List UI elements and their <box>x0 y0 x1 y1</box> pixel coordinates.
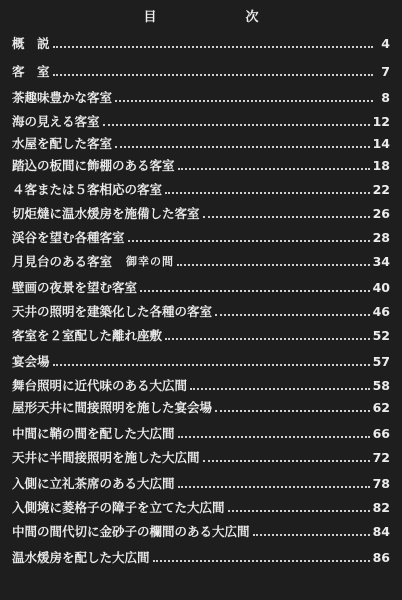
toc-entry-page-number: 82 <box>372 500 390 515</box>
dot-leader <box>165 192 370 194</box>
toc-entry-page-number: 46 <box>372 304 390 319</box>
toc-entry-label: 入側境に菱格子の障子を立てた大広間 <box>12 500 225 515</box>
toc-entry-page-number: 86 <box>372 550 390 565</box>
dot-leader <box>203 460 370 462</box>
dot-leader <box>140 290 370 292</box>
toc-entry <box>12 134 390 152</box>
toc-entry-label: 水屋を配した客室 <box>12 136 113 151</box>
toc-entry-page-number: 18 <box>372 158 390 173</box>
toc-entry-label: 温水煖房を配した大広間 <box>12 550 150 565</box>
toc-entry <box>12 204 390 222</box>
toc-entry <box>12 278 390 296</box>
dot-leader <box>190 388 370 390</box>
toc-entry-label: 概 説 <box>12 36 50 51</box>
toc-entry <box>12 448 390 466</box>
toc-entry-page-number: 8 <box>381 90 390 105</box>
dot-leader <box>215 314 370 316</box>
dot-leader <box>203 216 370 218</box>
toc-entry-label: 屋形天井に間接照明を施した宴会場 <box>12 400 213 415</box>
dot-leader <box>165 338 370 340</box>
toc-entry-label: 入側に立礼茶席のある大広間 <box>12 476 175 491</box>
dot-leader <box>215 410 370 412</box>
toc-entry-page-number: 52 <box>372 328 390 343</box>
toc-entry <box>12 180 390 198</box>
dot-leader <box>128 240 370 242</box>
toc-entry-label: 月見台のある客室 <box>12 254 113 269</box>
toc-entry <box>12 88 390 106</box>
toc-entry-page-number: 26 <box>372 206 390 221</box>
toc-entry-label: ４客または５客相応の客室 <box>12 182 163 197</box>
toc-entry <box>12 326 390 344</box>
dot-leader <box>53 74 373 76</box>
dot-leader <box>228 510 370 512</box>
toc-entry-label: 茶趣味豊かな客室 <box>12 90 113 105</box>
toc-entry-label: 天井に半間接照明を施した大広間 <box>12 450 200 465</box>
toc-entry-label: 踏込の板間に飾棚のある客室 <box>12 158 175 173</box>
toc-entry-label: 渓谷を望む各種客室 <box>12 230 125 245</box>
toc-entry-label: 天井の照明を建築化した各種の客室 <box>12 304 213 319</box>
toc-entry <box>12 424 390 442</box>
toc-entry-label: 中間に鞘の間を配した大広間 <box>12 426 175 441</box>
toc-entry <box>12 548 390 566</box>
dot-leader <box>115 100 373 102</box>
toc-entry <box>12 112 390 130</box>
toc-entry-page-number: 78 <box>372 476 390 491</box>
toc-entry-label: 宴会場 <box>12 354 50 369</box>
dot-leader <box>178 486 370 488</box>
toc-entry-page-number: 84 <box>372 524 390 539</box>
toc-entry <box>12 34 390 52</box>
toc-entry-page-number: 34 <box>372 254 390 269</box>
toc-entry <box>12 398 390 416</box>
toc-entry-page-number: 7 <box>381 64 390 79</box>
toc-entry-label: 客 室 <box>12 64 50 79</box>
toc-entry <box>12 376 390 394</box>
toc-entry-page-number: 57 <box>372 354 390 369</box>
dot-leader <box>253 534 370 536</box>
dot-leader <box>103 124 370 126</box>
toc-entry <box>12 156 390 174</box>
dot-leader <box>178 168 370 170</box>
toc-entry-label: 海の見える客室 <box>12 114 100 129</box>
toc-entry <box>12 228 390 246</box>
toc-entry-page-number: 12 <box>372 114 390 129</box>
toc-entry <box>12 62 390 80</box>
toc-entry-label: 舞台照明に近代味のある大広間 <box>12 378 188 393</box>
toc-entry <box>12 302 390 320</box>
toc-entry-page-number: 28 <box>372 230 390 245</box>
dot-leader <box>53 46 373 48</box>
toc-entry-label: 中間の間代切に金砂子の欄間のある大広間 <box>12 524 250 539</box>
toc-entry-page-number: 62 <box>372 400 390 415</box>
toc-entry-page-number: 4 <box>381 36 390 51</box>
dot-leader <box>178 436 370 438</box>
toc-entry-page-number: 14 <box>372 136 390 151</box>
dot-leader <box>53 364 370 366</box>
toc-entry-page-number: 40 <box>372 280 390 295</box>
toc-entry-page-number: 66 <box>372 426 390 441</box>
dot-leader <box>115 146 370 148</box>
toc-entry-page-number: 22 <box>372 182 390 197</box>
toc-entry-label: 切炬燵に温水煖房を施備した客室 <box>12 206 200 221</box>
dot-leader <box>177 264 370 266</box>
toc-entry <box>12 252 390 270</box>
toc-entry <box>12 522 390 540</box>
toc-entry-note: 御幸の間 <box>126 255 175 268</box>
page-title: 目 次 <box>143 10 297 25</box>
toc-entry <box>12 352 390 370</box>
toc-entry <box>12 498 390 516</box>
dot-leader <box>153 560 370 562</box>
toc-entry <box>12 474 390 492</box>
toc-entry-label: 客室を２室配した離れ座敷 <box>12 328 163 343</box>
toc-entry-page-number: 72 <box>372 450 390 465</box>
toc-entry-page-number: 58 <box>372 378 390 393</box>
toc-entry-label: 壁画の夜景を望む客室 <box>12 280 138 295</box>
